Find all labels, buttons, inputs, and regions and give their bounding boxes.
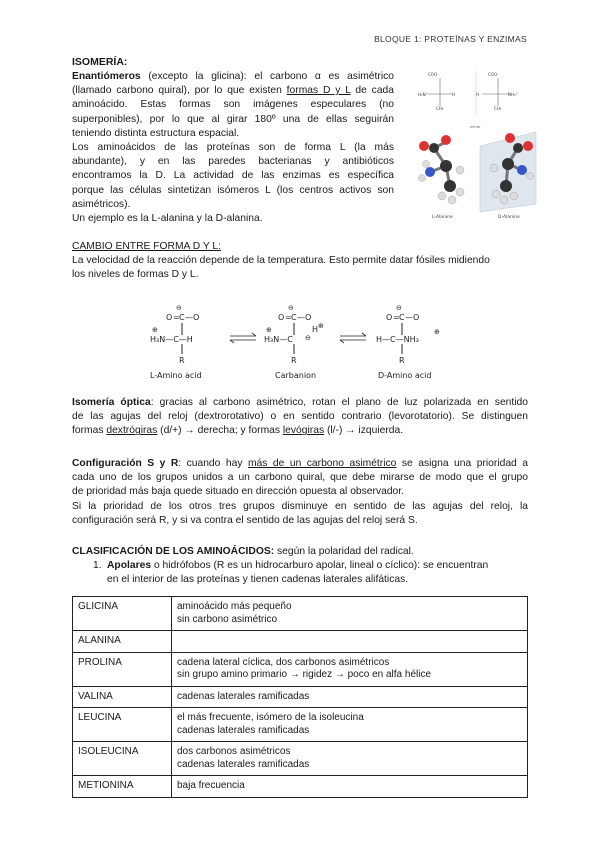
description-line: cadena lateral cíclica, dos carbonos asimétricos (177, 656, 390, 668)
svg-text:COO⁻: COO⁻ (488, 72, 500, 77)
config-line1a: : cuando hay (178, 458, 248, 469)
apolares-term: Apolares (107, 560, 152, 571)
config-paragraph (72, 457, 528, 528)
amino-acid-name: LEUCINA (73, 708, 172, 742)
config-line3: de prioridad más baja quede situado en dirección opuesta al observador. (72, 486, 405, 498)
enantiomers-line3: aminoácido. Estas formas son imágenes especulares (no (72, 99, 394, 111)
optica-line3a: formas (72, 425, 107, 437)
lforms-line5: asimétricos). (72, 198, 131, 210)
svg-text:—: — (297, 313, 305, 322)
enantiomers-line2a: (llamado carbono quiral), por lo que existen (72, 85, 287, 97)
alanine-figure-svg (418, 66, 543, 226)
optica-line1: : gracias al carbono asimétrico, rotan el plano de luz polarizada en sentido (150, 397, 528, 408)
mirror-label: mirror (470, 125, 481, 129)
amino-acid-description (172, 742, 528, 776)
table-row (73, 742, 528, 776)
description-line: sin grupo amino primario → rigidez → poco en alfa hélice (177, 669, 432, 680)
svg-text:C: C (399, 313, 405, 322)
svg-text:O: O (193, 313, 200, 322)
cambio-line1: La velocidad de la reacción depende de la temperatura. Esto permite datar fósiles midiendo (72, 255, 490, 266)
amino-acid-description (172, 686, 528, 708)
amino-acid-name: VALINA (73, 686, 172, 708)
description-line: baja frecuencia (177, 780, 245, 791)
description-line: aminoácido más pequeño (177, 601, 292, 612)
svg-text:C: C (179, 313, 185, 322)
svg-text:O: O (386, 313, 393, 322)
apolares-line1: o hidrófobos (R es un hidrocarburo apolar, lineal o cíclico): se encuentran (151, 560, 489, 571)
description-line: cadenas laterales ramificadas (177, 724, 310, 736)
svg-text:⊖: ⊖ (288, 304, 294, 312)
amino-acid-name: METIONINA (73, 776, 172, 798)
cambio-line2: los niveles de formas D y L. (72, 269, 199, 280)
label-carbanion: Carbanion (275, 371, 317, 380)
svg-text:H₃N—C: H₃N—C (264, 335, 293, 344)
lforms-line3: encontramos la D. La actividad de las enzimas es específica (72, 170, 394, 182)
svg-text:—: — (185, 313, 193, 322)
optica-term: Isomería óptica (72, 397, 151, 408)
table-row (73, 652, 528, 686)
svg-text:⊕: ⊕ (152, 326, 158, 334)
description-line: dos carbonos asimétricos (177, 746, 291, 757)
amino-acid-name: ISOLEUCINA (73, 742, 172, 776)
dextrogiras-term: dextrógiras (106, 425, 158, 437)
svg-text:=: = (173, 313, 180, 322)
svg-text:⊖: ⊖ (305, 334, 311, 342)
config-underlined: más de un carbono asimétrico (247, 458, 397, 469)
label-l-amino-acid: L-Amino acid (150, 371, 202, 380)
amino-acid-description (172, 652, 528, 686)
levogiras-term: levógiras (282, 425, 325, 437)
amino-acid-description (172, 631, 528, 653)
svg-text:H₃N⁺: H₃N⁺ (418, 92, 428, 97)
amino-acid-table (72, 596, 528, 798)
config-term: Configuración S y R (72, 458, 179, 469)
enantiomers-line2b: de cada (350, 85, 394, 97)
svg-text:⊕: ⊕ (318, 322, 324, 330)
apolares-line2: en el interior de las proteínas y tienen cadenas laterales alifáticas. (107, 574, 409, 586)
l-alanine-label: L-Alanine (432, 215, 453, 220)
optica-paragraph (72, 396, 528, 439)
svg-text:=: = (393, 313, 400, 322)
table-row (73, 686, 528, 708)
svg-text:C: C (291, 313, 297, 322)
lforms-line1: Los aminoácidos de las proteínas son de forma L (la más (72, 142, 394, 154)
enantiomers-line1: (excepto la glicina): el carbono α es asimétrico (140, 71, 394, 82)
svg-text:CH₃: CH₃ (436, 106, 444, 111)
svg-text:O: O (305, 313, 312, 322)
config-line5: configuración será R, y si va contra el sentido de las agujas del reloj será S. (72, 514, 418, 526)
svg-text:COO⁻: COO⁻ (428, 72, 440, 77)
amino-acid-name: ALANINA (73, 631, 172, 653)
clasificacion-heading: CLASIFICACIÓN DE LOS AMINOÁCIDOS: (72, 546, 275, 557)
table-row (73, 631, 528, 653)
amino-acid-description (172, 708, 528, 742)
svg-text:CH₃: CH₃ (494, 106, 502, 111)
l-alanine-model (419, 135, 465, 204)
racemization-svg (150, 302, 450, 382)
enantiomers-line5: teniendo distinta estructura espacial. (72, 127, 240, 139)
amino-acid-description (172, 776, 528, 798)
optica-line3c: (l/-) → izquierda. (324, 425, 404, 437)
svg-text:—: — (405, 313, 413, 322)
svg-text:⊕: ⊕ (434, 328, 440, 336)
lforms-line2: abundante), y en las paredes bacterianas y antibióticos (72, 156, 394, 168)
svg-text:H: H (452, 92, 456, 97)
svg-text:R: R (399, 356, 405, 365)
description-line: cadenas laterales ramificadas (177, 758, 310, 770)
svg-text:=: = (285, 313, 292, 322)
description-line: sin carbono asimétrico (177, 613, 278, 625)
config-line4: Si la prioridad de los otros tres grupos disminuye en sentido de las agujas del reloj, la (72, 500, 528, 512)
clasificacion-heading-line (72, 545, 414, 559)
alanine-example: Un ejemplo es la L-alanina y la D-alanina. (72, 213, 263, 225)
svg-text:H—C—NH₃: H—C—NH₃ (376, 335, 419, 344)
svg-text:O: O (166, 313, 173, 322)
svg-text:R: R (179, 356, 185, 365)
forms-dl-underlined: formas D y L (286, 85, 351, 97)
config-line1b: se asigna una prioridad a (396, 458, 528, 469)
svg-text:⊖: ⊖ (176, 304, 182, 312)
svg-text:⊖: ⊖ (396, 304, 402, 312)
table-row (73, 597, 528, 631)
amino-acid-name: PROLINA (73, 652, 172, 686)
racemization-figure (150, 302, 450, 382)
svg-text:H: H (476, 92, 480, 97)
svg-text:⊕: ⊕ (266, 326, 272, 334)
svg-text:R: R (291, 356, 297, 365)
description-line: el más frecuente, isómero de la isoleucina (177, 712, 364, 723)
clasificacion-heading-rest: según la polaridad del radical. (274, 546, 414, 557)
page-header: BLOQUE 1: PROTEÍNAS Y ENZIMAS (374, 34, 527, 44)
enantiomers-line4: superponibles), por lo que al girar 180º una de ellas seguirán (72, 113, 394, 125)
lforms-line4: porque las células sintetizan isómeros L (los centros activos son (72, 184, 394, 196)
amino-acid-name: GLICINA (73, 597, 172, 631)
svg-text:NH₃⁺: NH₃⁺ (508, 92, 518, 97)
enantiomers-term: Enantiómeros (72, 71, 141, 82)
optica-line2: de las agujas del reloj (dextrorotativo) o en sentido contrario (levorotatorio). Se distinguen (72, 411, 528, 423)
alanine-enantiomer-figure (418, 66, 543, 226)
label-d-amino-acid: D-Amino acid (378, 371, 432, 380)
cambio-heading: CAMBIO ENTRE FORMA D Y L: (72, 241, 221, 252)
apolares-item (93, 559, 528, 587)
apolares-number: 1. (93, 560, 102, 571)
svg-text:O: O (278, 313, 285, 322)
description-line: cadenas laterales ramificadas (177, 690, 310, 702)
amino-acid-description (172, 597, 528, 631)
config-line2: cada uno de los grupos unidos a un carbono quiral, que debe mirarse de modo que el grupo (72, 472, 528, 484)
optica-line3b: (d/+) → derecha; y formas (157, 425, 283, 437)
svg-text:O: O (413, 313, 420, 322)
section-title-isomeria: ISOMERÍA: (72, 56, 128, 68)
table-row (73, 708, 528, 742)
table-row (73, 776, 528, 798)
svg-text:H: H (312, 325, 319, 334)
svg-text:H₃N—C—H: H₃N—C—H (150, 335, 193, 344)
enantiomers-paragraph (72, 70, 394, 226)
d-alanine-label: D-Alanine (498, 215, 520, 220)
